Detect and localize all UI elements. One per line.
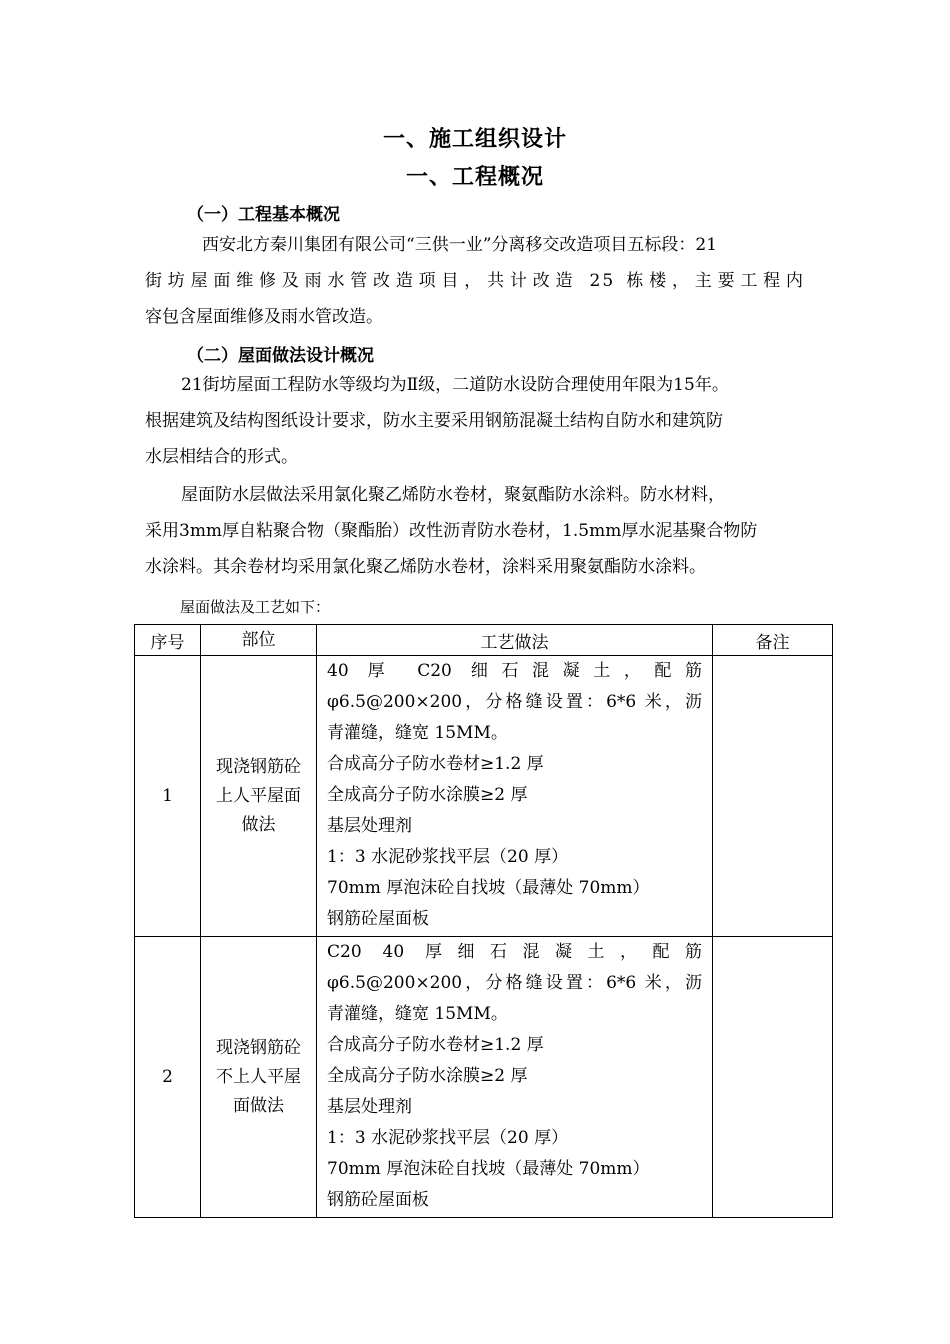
row-part [201,656,317,937]
paragraph-line: 街坊屋面维修及雨水管改造项目，共计改造 25 栋楼，主要工程内 [145,271,805,291]
method-line: 基层处理剂 [327,816,412,836]
paragraph-line: 水涂料。其余卷材均采用氯化聚乙烯防水卷材，涂料采用聚氨酯防水涂料。 [145,557,706,577]
part-line: 现浇钢筋砼 [216,756,301,777]
section-title: 一、工程概况 [405,164,544,190]
paragraph-line: 21街坊屋面工程防水等级均为Ⅱ级，二道防水设防合理使用年限为15年。 [181,375,729,395]
header-no: 序号 [135,625,201,656]
header-method: 工艺做法 [317,625,713,656]
method-line: 合成高分子防水卷材≥1.2 厚 [327,754,544,774]
roof-design-paragraph-1 [145,367,805,475]
method-line: 全成高分子防水涂膜≥2 厚 [327,785,528,805]
method-line: 青灌缝，缝宽 15MM。 [327,1004,508,1024]
row-part [201,937,317,1218]
row-number: 1 [135,656,201,937]
row-note [713,937,833,1218]
method-line: 70mm 厚泡沫砼自找坡（最薄处 70mm） [327,878,650,898]
table-caption: 屋面做法及工艺如下： [180,598,331,616]
subsection-heading-basic: （一）工程基本概况 [187,205,340,225]
method-line: 青灌缝，缝宽 15MM。 [327,723,508,743]
row-note [713,656,833,937]
part-line: 面做法 [233,1095,284,1116]
paragraph-line: 根据建筑及结构图纸设计要求，防水主要采用钢筋混凝土结构自防水和建筑防 [145,411,723,431]
header-part: 部位 [201,625,317,656]
subsection-heading-roof: （二）屋面做法设计概况 [187,346,374,366]
row-method [317,656,713,937]
paragraph-line: 西安北方秦川集团有限公司“三供一业”分离移交改造项目五标段：21 [202,235,718,255]
table-header-row [135,625,833,656]
part-line: 不上人平屋 [216,1066,301,1087]
roof-design-paragraph-2 [145,477,805,585]
method-line: φ6.5@200×200，分格缝设置：6*6 米，沥 [327,973,702,993]
method-line: 70mm 厚泡沫砼自找坡（最薄处 70mm） [327,1159,650,1179]
basic-overview-paragraph [145,227,805,335]
paragraph-line: 水层相结合的形式。 [145,447,298,467]
method-line: C20 40 厚细石混凝土，配筋 [327,942,702,962]
row-method [317,937,713,1218]
part-line: 做法 [241,814,276,835]
method-line: 40 厚 C20 细石混凝土，配筋 [327,661,702,681]
method-line: 钢筋砼屋面板 [327,909,429,929]
row-number: 2 [135,937,201,1218]
part-line: 现浇钢筋砼 [216,1037,301,1058]
header-note: 备注 [713,625,833,656]
method-line: 基层处理剂 [327,1097,412,1117]
method-line: 全成高分子防水涂膜≥2 厚 [327,1066,528,1086]
paragraph-line: 采用3mm厚自粘聚合物（聚酯胎）改性沥青防水卷材，1.5mm厚水泥基聚合物防 [145,521,758,541]
document-title: 一、施工组织设计 [382,126,567,152]
table-row [135,656,833,937]
method-line: 钢筋砼屋面板 [327,1190,429,1210]
paragraph-line: 屋面防水层做法采用氯化聚乙烯防水卷材，聚氨酯防水涂料。防水材料， [181,485,725,505]
roof-process-table [134,624,833,1218]
method-line: 1：3 水泥砂浆找平层（20 厚） [327,847,569,867]
method-line: φ6.5@200×200，分格缝设置：6*6 米，沥 [327,692,702,712]
method-line: 1：3 水泥砂浆找平层（20 厚） [327,1128,569,1148]
paragraph-line: 容包含屋面维修及雨水管改造。 [145,307,383,327]
part-line: 上人平屋面 [216,785,301,806]
method-line: 合成高分子防水卷材≥1.2 厚 [327,1035,544,1055]
table-row [135,937,833,1218]
